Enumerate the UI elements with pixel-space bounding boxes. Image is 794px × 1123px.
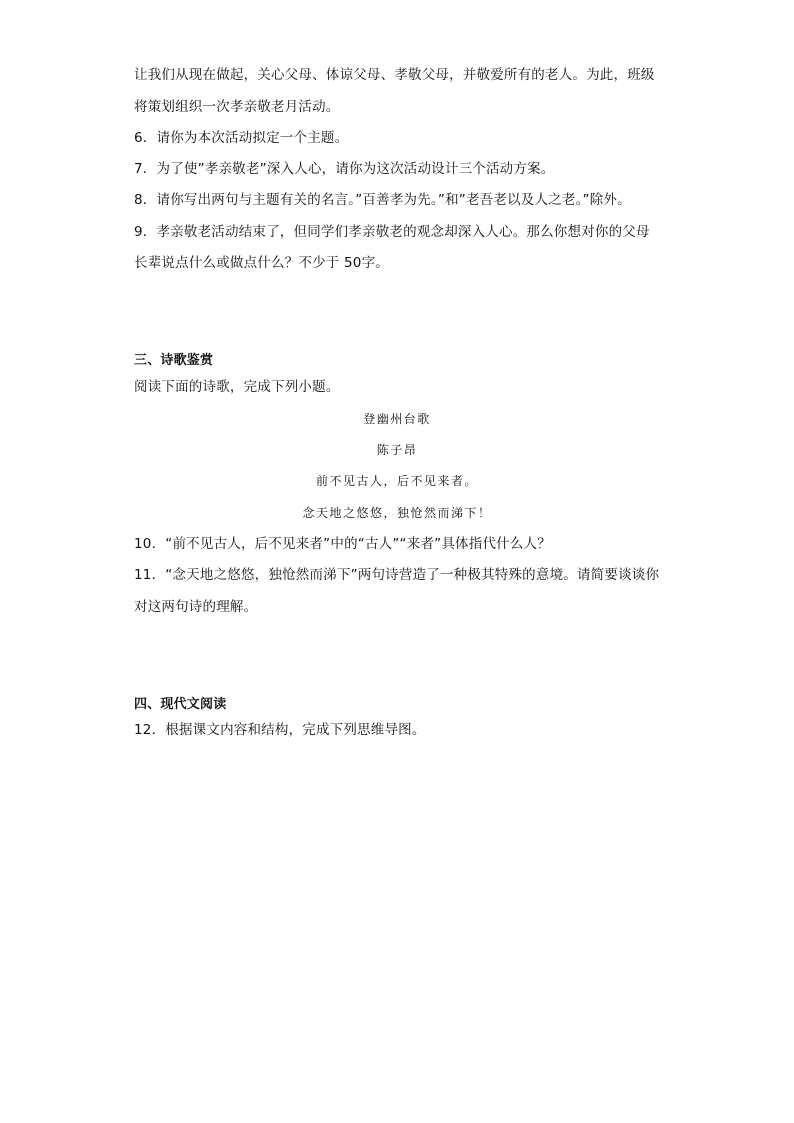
question-8: 8．请你写出两句与主题有关的名言。”百善孝为先。”和”老吾老以及人之老。”除外。 [134,192,631,208]
question-11-continued: 对这两句诗的理解。 [134,599,258,615]
poem-line: 念天地之悠悠，独怆然而涕下！ [302,506,492,520]
poem-author: 陈子昂 [376,443,418,457]
question-10: 10．“前不见古人，后不见来者”中的“古人”“来者”具体指代什么人？ [134,536,551,552]
poem-line: 前不见古人，后不见来者。 [315,474,478,488]
question-7: 7．为了使”孝亲敬老”深入人心，请你为这次活动设计三个活动方案。 [134,161,555,177]
section-heading-poetry: 三、诗歌鉴赏 [134,353,214,368]
question-6: 6．请你为本次活动拟定一个主题。 [134,130,349,146]
section-intro: 阅读下面的诗歌，完成下列小题。 [134,379,340,395]
question-9: 9．孝亲敬老活动结束了，但同学们孝亲敬老的观念却深入人心。那么你想对你的父母 [134,224,650,240]
paragraph-line: 让我们从现在做起，关心父母、体谅父母、孝敬父母，并敬爱所有的老人。为此，班级 [134,67,655,83]
question-12: 12．根据课文内容和结构，完成下列思维导图。 [134,722,426,738]
paragraph-line: 将策划组织一次孝亲敬老月活动。 [134,99,340,115]
poem-title: 登幽州台歌 [363,412,431,426]
question-11: 11．“念天地之悠悠，独怆然而涕下”两句诗营造了一种极其特殊的意境。请简要谈谈你 [134,567,660,583]
section-heading-modern-reading: 四、现代文阅读 [134,697,227,712]
question-9-continued: 长辈说点什么或做点什么？不少于 50字。 [134,255,389,271]
